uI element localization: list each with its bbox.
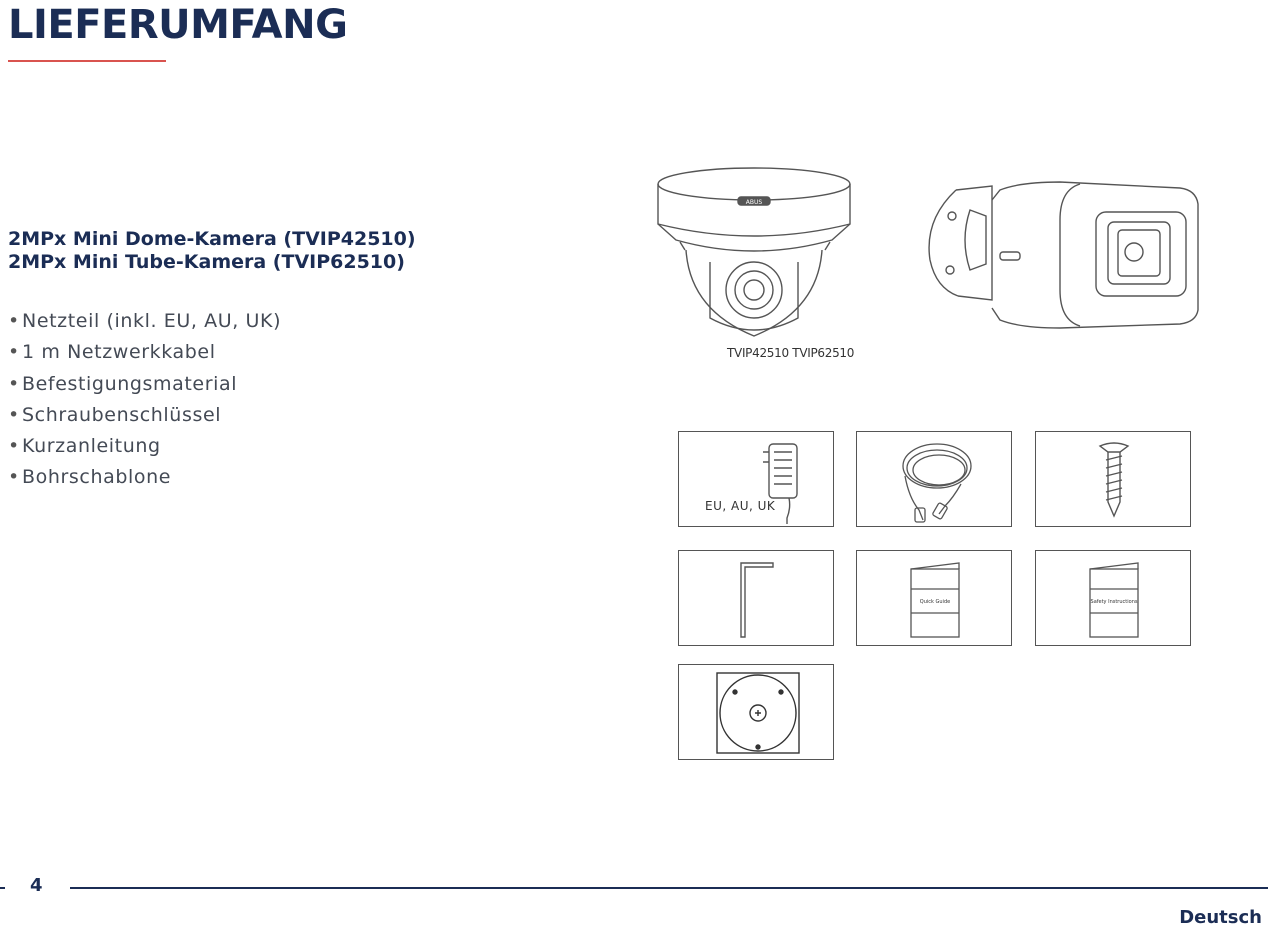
page-number: 4 [30,875,43,896]
page-title: LIEFERUMFANG [8,2,348,48]
list-item: • Bohrschablone [8,462,281,493]
product-dome: 2MPx Mini Dome-Kamera (TVIP42510) [8,228,416,250]
bullet: • [8,341,20,364]
bullet: • [8,372,20,395]
list-item: • 1 m Netzwerkkabel [8,337,281,368]
camera-caption: TVIP42510 TVIP62510 [727,346,855,360]
quick-guide-label: Quick Guide [919,599,951,605]
list-item: • Kurzanleitung [8,431,281,462]
language-label: Deutsch [1179,907,1262,928]
bullet: • [8,435,20,458]
camera-illustrations [640,160,1220,345]
safety-label: Safety Instructions [1090,599,1138,605]
cable-box [856,431,1012,527]
network-cable-icon [857,432,1013,528]
hexkey-box [678,550,834,646]
screw-box [1035,431,1191,527]
bullet: • [8,403,20,426]
quick-guide-icon [857,551,1013,647]
list-item: • Schraubenschlüssel [8,400,281,431]
list-item: • Netzteil (inkl. EU, AU, UK) [8,306,281,337]
dome-camera-icon [658,168,850,336]
footer-tick [0,887,5,889]
list-item: • Befestigungsmaterial [8,369,281,400]
power-adapter-icon [679,432,835,528]
title-underline [8,60,166,62]
psu-box [678,431,834,527]
psu-label: EU, AU, UK [705,499,776,513]
hex-key-icon [679,551,835,647]
screw-icon [1036,432,1192,528]
camera-logo: ABUS [745,199,763,206]
quickguide-box [856,550,1012,646]
contents-list [8,306,281,494]
product-list [8,228,416,274]
bullet: • [8,466,20,489]
drill-template-icon [679,665,835,761]
bullet: • [8,310,20,332]
safety-booklet-icon [1036,551,1192,647]
product-tube: 2MPx Mini Tube-Kamera (TVIP62510) [8,251,405,273]
safety-box [1035,550,1191,646]
footer-rule [70,887,1268,889]
tube-camera-icon [929,182,1198,328]
template-box [678,664,834,760]
